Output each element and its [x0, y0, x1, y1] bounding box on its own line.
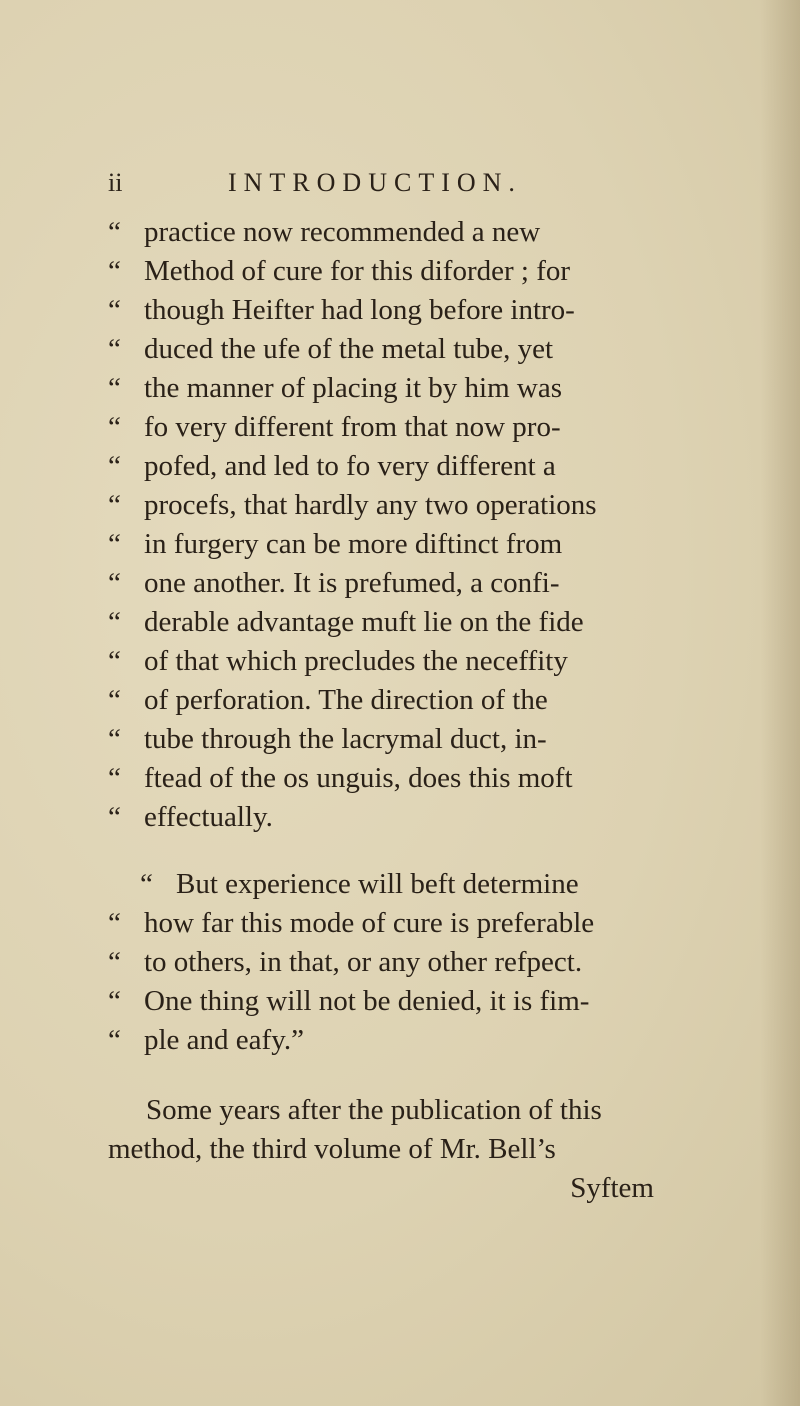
text-line — [108, 487, 597, 523]
line-text: in furgery can be more diftinct from — [144, 528, 563, 560]
text-line — [108, 214, 540, 250]
line-text: of perforation. The direction of the — [144, 684, 548, 716]
line-text: of that which precludes the neceffity — [144, 645, 568, 677]
text-line — [108, 604, 584, 640]
line-text: One thing will not be denied, it is fim- — [144, 985, 590, 1017]
text-line — [108, 682, 548, 718]
quote-mark: “ — [108, 1024, 121, 1056]
line-text: practice now recommended a new — [144, 216, 541, 248]
line-text: ftead of the os unguis, does this moft — [144, 762, 573, 794]
quote-mark: “ — [108, 985, 121, 1017]
text-line — [108, 292, 575, 328]
running-head: INTRODUCTION. — [228, 168, 522, 197]
quote-mark: “ — [108, 801, 121, 833]
line-text: the manner of placing it by him was — [144, 372, 562, 404]
quote-mark: “ — [108, 333, 121, 365]
line-text: to others, in that, or any other refpect. — [144, 946, 583, 978]
text-line — [108, 643, 568, 679]
quote-mark: “ — [108, 372, 121, 404]
text-line — [108, 760, 573, 796]
line-text: how far this mode of cure is preferable — [144, 907, 595, 939]
quote-mark: “ — [108, 907, 121, 939]
line-text: ple and eafy.” — [144, 1024, 304, 1056]
quote-mark: “ — [108, 450, 121, 482]
quote-mark: “ — [108, 684, 121, 716]
line-text: pofed, and led to fo very different a — [144, 450, 556, 482]
text-line — [140, 866, 579, 902]
quote-mark: “ — [140, 868, 153, 900]
page-edge-shadow — [760, 0, 800, 1406]
line-text: procefs, that hardly any two operations — [144, 489, 597, 521]
quote-mark: “ — [108, 946, 121, 978]
line-text: effectually. — [144, 801, 273, 833]
text-line — [108, 944, 582, 980]
text-line — [108, 905, 594, 941]
line-text: derable advantage muft lie on the fide — [144, 606, 584, 638]
text-line — [108, 409, 561, 445]
line-text: tube through the lacrymal duct, in- — [144, 723, 547, 755]
text-line — [108, 1022, 304, 1058]
text-line — [108, 370, 562, 406]
text-line — [108, 565, 560, 601]
quote-mark: “ — [108, 723, 121, 755]
text-line: method, the third volume of Mr. Bell’s — [108, 1133, 556, 1165]
text-line — [108, 983, 589, 1019]
text-line — [108, 331, 553, 367]
quote-mark: “ — [108, 294, 121, 326]
line-text: Method of cure for this diforder ; for — [144, 255, 571, 287]
text-line — [108, 526, 562, 562]
text-line — [108, 721, 547, 757]
quote-mark: “ — [108, 645, 121, 677]
line-text: one another. It is prefumed, a confi- — [144, 567, 560, 599]
quote-mark: “ — [108, 489, 121, 521]
text-line — [108, 448, 556, 484]
quote-mark: “ — [108, 762, 121, 794]
text-line — [108, 799, 273, 835]
text-line — [108, 253, 570, 289]
line-text: duced the ufe of the metal tube, yet — [144, 333, 554, 365]
quote-mark: “ — [108, 606, 121, 638]
quote-mark: “ — [108, 216, 121, 248]
quote-mark: “ — [108, 411, 121, 443]
page-number: ii — [108, 168, 123, 197]
quote-mark: “ — [108, 255, 121, 287]
quote-mark: “ — [108, 567, 121, 599]
catchword: Syftem — [570, 1172, 654, 1204]
page-header — [108, 168, 728, 198]
quote-mark: “ — [108, 528, 121, 560]
line-text: fo very different from that now pro- — [144, 411, 561, 443]
line-text: But experience will beft determine — [176, 868, 579, 900]
text-line: Some years after the publication of this — [146, 1094, 602, 1126]
line-text: though Heifter had long before intro- — [144, 294, 575, 326]
